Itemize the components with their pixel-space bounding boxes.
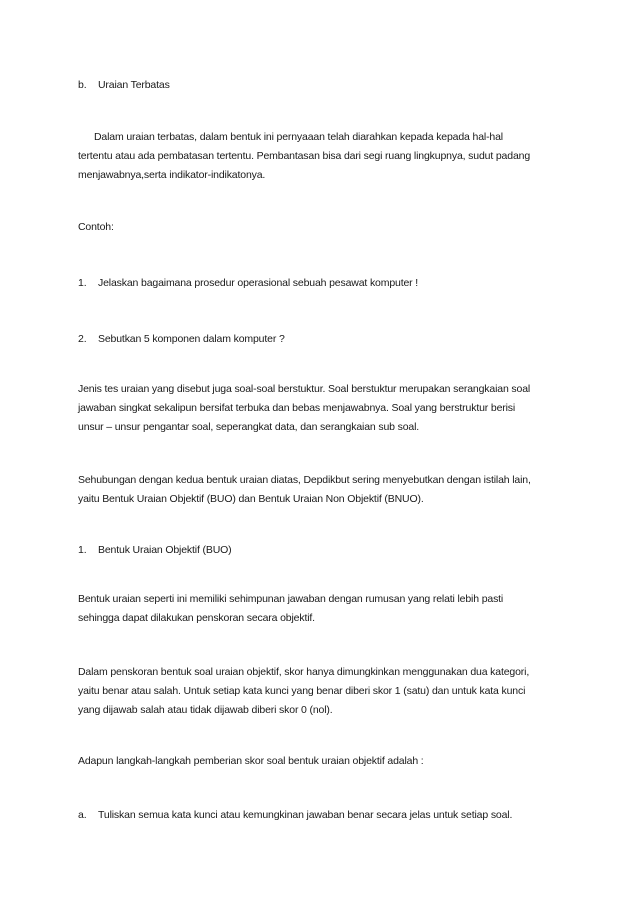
example-text: Sebutkan 5 komponen dalam komputer ?	[98, 333, 285, 345]
paragraph-buo	[78, 590, 568, 628]
example-item	[78, 330, 568, 349]
intro-line-1: Dalam uraian terbatas, dalam bentuk ini pernyaaan telah diarahkan kepada kepada hal-hal	[94, 131, 503, 143]
step-text: Tuliskan semua kata kunci atau kemungkinan jawaban benar secara jelas untuk setiap soal.	[98, 809, 513, 821]
step-marker: a.	[78, 809, 87, 821]
section-heading	[78, 76, 568, 95]
intro-paragraph	[78, 128, 568, 185]
intro-line-2: tertentu atau ada pembatasan tertentu. Pembantasan bisa dari segi ruang lingkupnya, sudut padang	[78, 150, 531, 162]
paragraph-line: unsur – unsur pengantar soal, seperangkat data, dan serangkaian sub soal.	[78, 421, 420, 433]
paragraph-line: yaitu Bentuk Uraian Objektif (BUO) dan Bentuk Uraian Non Objektif (BNUO).	[78, 493, 424, 505]
example-item	[78, 274, 568, 293]
paragraph-line: Dalam penskoran bentuk soal uraian objektif, skor hanya dimungkinkan menggunakan dua kategori,	[78, 666, 530, 678]
subsection-heading	[78, 541, 568, 560]
example-number: 1.	[78, 277, 87, 289]
paragraph-line: sehingga dapat dilakukan penskoran secara objektif.	[78, 612, 315, 624]
example-text: Jelaskan bagaimana prosedur operasional sebuah pesawat komputer !	[98, 277, 419, 289]
example-number: 2.	[78, 333, 87, 345]
paragraph-jenis-tes	[78, 380, 568, 437]
paragraph-line: Jenis tes uraian yang disebut juga soal-soal berstuktur. Soal berstuktur merupakan serangkaian soal	[78, 383, 531, 395]
heading-text: Uraian Terbatas	[98, 79, 170, 91]
intro-line-3: menjawabnya,serta indikator-indikatonya.	[78, 169, 266, 181]
paragraph-line: jawaban singkat sekalipun bersifat terbuka dan bebas menjawabnya. Soal yang berstruktur berisi	[78, 402, 516, 414]
contoh-label: Contoh:	[78, 221, 114, 233]
paragraph-sehubungan	[78, 471, 568, 509]
paragraph-line: Bentuk uraian seperti ini memiliki sehimpunan jawaban dengan rumusan yang relati lebih pasti	[78, 593, 504, 605]
subsection-title: Bentuk Uraian Objektif (BUO)	[98, 544, 232, 556]
step-item	[78, 806, 568, 825]
paragraph-line: Sehubungan dengan kedua bentuk uraian diatas, Depdikbut sering menyebutkan dengan istilah lain,	[78, 474, 531, 486]
paragraph-penskoran	[78, 663, 568, 720]
paragraph-langkah: Adapun langkah-langkah pemberian skor soal bentuk uraian objektif adalah :	[78, 755, 424, 767]
heading-marker: b.	[78, 79, 87, 91]
subsection-number: 1.	[78, 544, 87, 556]
paragraph-line: yaitu benar atau salah. Untuk setiap kata kunci yang benar diberi skor 1 (satu) dan untuk kata kunci	[78, 685, 526, 697]
paragraph-line: yang dijawab salah atau tidak dijawab diberi skor 0 (nol).	[78, 704, 333, 716]
